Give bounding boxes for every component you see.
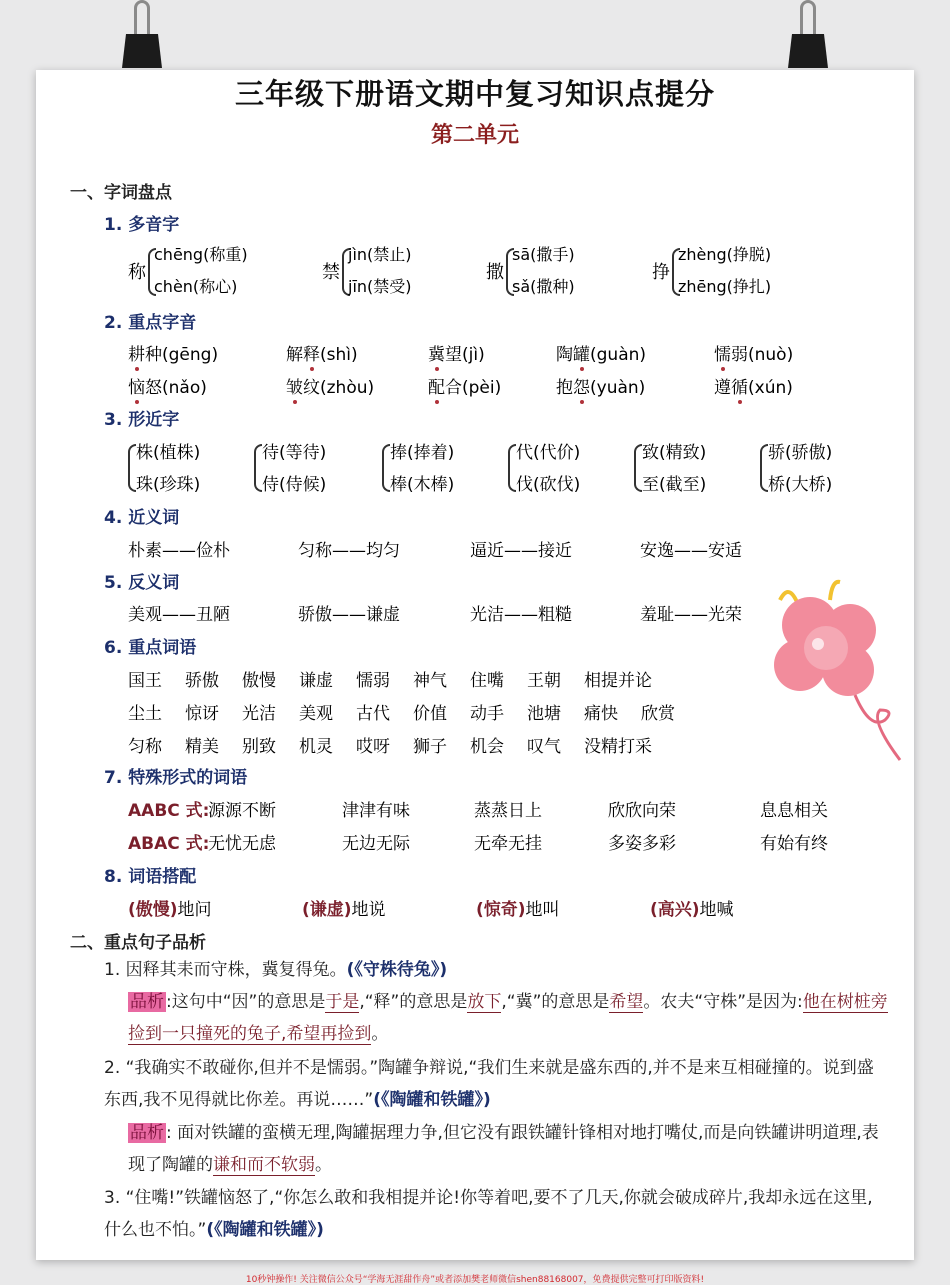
sentence-3-source: (《陶罐和铁罐》) xyxy=(206,1220,324,1240)
similar-char: 捧(捧着) xyxy=(390,443,455,463)
similar-heading: 3. 形近字 xyxy=(104,410,180,430)
polyphone-reading: jīn(禁受) xyxy=(348,277,412,296)
sentence-2 xyxy=(104,1052,888,1116)
key-word: 没精打采 xyxy=(584,737,652,757)
similar-char: 侍(侍候) xyxy=(262,475,327,495)
pron-dotted-char: 怨 xyxy=(573,378,590,398)
similar-char: 至(截至) xyxy=(642,475,707,495)
underlined-answer: 放下 xyxy=(467,992,502,1012)
sentence-3-text: 3. “住嘴!”铁罐恼怒了,“你怎么敢和我相提并论!你等着吧,要不了几天,你就会破成碎片,我却永远在这里,什么也不怕。” xyxy=(104,1188,873,1240)
brace-icon xyxy=(634,444,642,492)
key-word: 叹气 xyxy=(527,737,561,757)
page-title: 三年级下册语文期中复习知识点提分 xyxy=(234,77,715,111)
polyphone-reading: chēng(称重) xyxy=(154,245,248,264)
collocation-blank: (惊奇) xyxy=(476,900,526,920)
pron-item xyxy=(714,373,793,398)
collocation-blank: (傲慢) xyxy=(128,900,178,920)
section-heading: 一、字词盘点 xyxy=(70,183,172,203)
synonym-pair: 安逸——安适 xyxy=(640,541,742,561)
pron-text: 合(pèi) xyxy=(445,378,502,398)
key-word: 哎呀 xyxy=(356,737,390,757)
pron-text: 纹(zhòu) xyxy=(303,378,375,398)
similar-char: 棒(木棒) xyxy=(390,475,455,495)
collocation-item xyxy=(128,895,212,920)
similar-char: 伐(砍伐) xyxy=(516,475,581,495)
polyphone-char: 撒 xyxy=(486,262,504,283)
binder-clip-right-icon xyxy=(788,0,828,70)
brace-icon xyxy=(382,444,390,492)
key-word: 欣赏 xyxy=(641,704,675,724)
polyphone-reading: chèn(称心) xyxy=(154,277,238,296)
abac-label: ABAC 式: xyxy=(128,834,210,854)
brace-icon xyxy=(128,444,136,492)
analysis-text: ,“释”的意思是 xyxy=(359,992,468,1012)
pron-text: 弱(nuò) xyxy=(731,345,794,365)
key-word: 神气 xyxy=(413,671,447,691)
key-word: 精美 xyxy=(185,737,219,757)
antonym-pair: 美观——丑陋 xyxy=(128,605,230,625)
key-word: 懦弱 xyxy=(356,671,390,691)
polyphone-char: 称 xyxy=(128,262,146,283)
collocation-word: 地喊 xyxy=(699,900,734,920)
key-pron-heading: 2. 重点字音 xyxy=(104,313,197,333)
key-word: 狮子 xyxy=(413,737,447,757)
flower-decoration-icon xyxy=(760,570,920,770)
pron-item xyxy=(286,373,374,398)
abac-word: 无忧无虑 xyxy=(208,834,276,854)
pron-dotted-char: 耕 xyxy=(128,345,145,365)
key-word: 惊讶 xyxy=(185,704,219,724)
sentence-3 xyxy=(104,1182,888,1246)
polyphone-reading: zhēng(挣扎) xyxy=(678,277,772,296)
pron-item xyxy=(556,373,645,398)
pron-text: 种(gēng) xyxy=(145,345,219,365)
key-word: 古代 xyxy=(356,704,390,724)
aabc-label: AABC 式: xyxy=(128,801,210,821)
collocation-word: 地问 xyxy=(177,900,212,920)
pron-text: 解 xyxy=(286,345,303,365)
key-word: 别致 xyxy=(242,737,276,757)
polyphone-reading: sǎ(撒种) xyxy=(512,277,575,296)
abac-word: 无牵无挂 xyxy=(474,834,542,854)
pron-text: (yuàn) xyxy=(590,378,646,398)
collocation-blank: (高兴) xyxy=(650,900,700,920)
pron-text: 望(jì) xyxy=(445,345,485,365)
similar-char: 待(等待) xyxy=(262,443,327,463)
key-word: 匀称 xyxy=(128,737,162,757)
pron-dotted-char: 懦 xyxy=(714,345,731,365)
antonym-pair: 光洁——粗糙 xyxy=(470,605,572,625)
aabc-word: 津津有味 xyxy=(342,801,410,821)
collocation-word: 地叫 xyxy=(525,900,560,920)
key-word: 骄傲 xyxy=(185,671,219,691)
key-words-heading: 6. 重点词语 xyxy=(104,638,197,658)
pron-text: 遵 xyxy=(714,378,731,398)
special-heading: 7. 特殊形式的词语 xyxy=(104,768,248,788)
pron-item xyxy=(556,340,646,365)
key-word: 王朝 xyxy=(527,671,561,691)
aabc-word: 息息相关 xyxy=(760,801,828,821)
synonym-pair: 朴素——俭朴 xyxy=(128,541,230,561)
collocation-item xyxy=(476,895,560,920)
collocation-word: 地说 xyxy=(351,900,386,920)
polyphone-char: 禁 xyxy=(322,262,340,283)
synonyms-heading: 4. 近义词 xyxy=(104,508,180,528)
sentence-2-text: 2. “我确实不敢碰你,但并不是懦弱。”陶罐争辩说,“我们生来就是盛东西的,并不是来互相碰撞的。说到盛东西,我不见得就比你差。再说……” xyxy=(104,1058,874,1110)
underlined-answer: 希望 xyxy=(609,992,644,1012)
pron-dotted-char: 配 xyxy=(428,378,445,398)
analysis-2 xyxy=(128,1117,888,1181)
key-word: 动手 xyxy=(470,704,504,724)
similar-char: 株(植株) xyxy=(136,443,201,463)
abac-word: 无边无际 xyxy=(342,834,410,854)
pron-dotted-char: 皱 xyxy=(286,378,303,398)
antonym-pair: 羞耻——光荣 xyxy=(640,605,742,625)
collocation-item xyxy=(302,895,386,920)
key-word: 傲慢 xyxy=(242,671,276,691)
pron-dotted-char: 恼 xyxy=(128,378,145,398)
analysis-text: :这句中“因”的意思是 xyxy=(166,992,326,1012)
pron-item xyxy=(714,340,793,365)
key-word: 光洁 xyxy=(242,704,276,724)
brace-icon xyxy=(254,444,262,492)
polyphone-reading: zhèng(挣脱) xyxy=(678,245,772,264)
sentence-1 xyxy=(104,954,888,986)
brace-icon xyxy=(508,444,516,492)
similar-char: 致(精致) xyxy=(642,443,707,463)
collocation-item xyxy=(650,895,734,920)
section2-heading: 二、重点句子品析 xyxy=(70,933,206,953)
abac-word: 有始有终 xyxy=(760,834,828,854)
pron-item xyxy=(286,340,358,365)
unit-subtitle: 第二单元 xyxy=(430,122,519,148)
collocation-heading: 8. 词语搭配 xyxy=(104,867,197,887)
underlined-answer: 于是 xyxy=(325,992,360,1012)
polyphones-heading: 1. 多音字 xyxy=(104,215,180,235)
pron-dotted-char: 罐 xyxy=(573,345,590,365)
pron-text: (guàn) xyxy=(590,345,647,365)
underlined-answer: 他在树桩旁捡到一只撞死的兔子,希望再捡到 xyxy=(128,992,888,1044)
underlined-answer: 谦和而不软弱 xyxy=(213,1155,315,1175)
key-word: 国王 xyxy=(128,671,162,691)
antonym-pair: 骄傲——谦虚 xyxy=(298,605,400,625)
key-word: 痛快 xyxy=(584,704,618,724)
key-word: 住嘴 xyxy=(470,671,504,691)
sentence-1-source: (《守株待兔》) xyxy=(346,960,448,980)
analysis-text: 。农夫“守株”是因为: xyxy=(643,992,803,1012)
polyphone-reading: jìn(禁止) xyxy=(348,245,412,264)
pron-dotted-char: 循 xyxy=(731,378,748,398)
aabc-word: 蒸蒸日上 xyxy=(474,801,542,821)
pron-item xyxy=(428,373,501,398)
pron-dotted-char: 释 xyxy=(303,345,320,365)
similar-char: 骄(骄傲) xyxy=(768,443,833,463)
key-word: 机灵 xyxy=(299,737,333,757)
synonym-pair: 匀称——均匀 xyxy=(298,541,400,561)
pron-text: 怒(nǎo) xyxy=(145,378,207,398)
aabc-word: 源源不断 xyxy=(208,801,276,821)
key-word: 机会 xyxy=(470,737,504,757)
key-word: 尘土 xyxy=(128,704,162,724)
analysis-text: 。 xyxy=(315,1155,332,1175)
analysis-text: : 面对铁罐的蛮横无理,陶罐据理力争,但它没有跟铁罐针锋相对地打嘴仗,而是向铁罐讲明道理,表现了陶罐的 xyxy=(128,1123,879,1175)
synonym-pair: 逼近——接近 xyxy=(470,541,572,561)
brace-icon xyxy=(760,444,768,492)
polyphone-char: 挣 xyxy=(652,262,670,283)
analysis-label: 品析 xyxy=(130,992,164,1012)
collocation-blank: (谦虚) xyxy=(302,900,352,920)
pron-dotted-char: 冀 xyxy=(428,345,445,365)
key-word: 相提并论 xyxy=(584,671,652,691)
analysis-label: 品析 xyxy=(130,1123,164,1143)
sentence-2-source: (《陶罐和铁罐》) xyxy=(373,1090,491,1110)
pron-text: (shì) xyxy=(320,345,358,365)
pron-text: 抱 xyxy=(556,378,573,398)
similar-char: 桥(大桥) xyxy=(768,475,833,495)
pron-text: (xún) xyxy=(748,378,793,398)
key-word: 价值 xyxy=(413,704,447,724)
aabc-word: 欣欣向荣 xyxy=(608,801,676,821)
analysis-text: 。 xyxy=(371,1024,389,1044)
key-word: 谦虚 xyxy=(299,671,333,691)
pron-item xyxy=(128,373,207,398)
binder-clip-left-icon xyxy=(122,0,162,70)
antonyms-heading: 5. 反义词 xyxy=(104,573,180,593)
pron-text: 陶 xyxy=(556,345,573,365)
similar-char: 珠(珍珠) xyxy=(136,475,201,495)
similar-char: 代(代价) xyxy=(516,443,581,463)
pron-item xyxy=(428,340,485,365)
sentence-1-text: 1. 因释其耒而守株，冀复得兔。 xyxy=(104,960,347,980)
key-word: 美观 xyxy=(299,704,333,724)
polyphone-reading: sā(撒手) xyxy=(512,245,575,264)
abac-word: 多姿多彩 xyxy=(608,834,676,854)
key-word: 池塘 xyxy=(527,704,561,724)
footer-note: 10秒钟操作! 关注微信公众号“学海无涯甜作舟”或者添加樊老师微信shen88168007，免费提供完整可打印版资料! xyxy=(245,1275,705,1285)
pron-item xyxy=(128,340,218,365)
analysis-text: ,“冀”的意思是 xyxy=(501,992,610,1012)
analysis-1 xyxy=(128,986,888,1050)
